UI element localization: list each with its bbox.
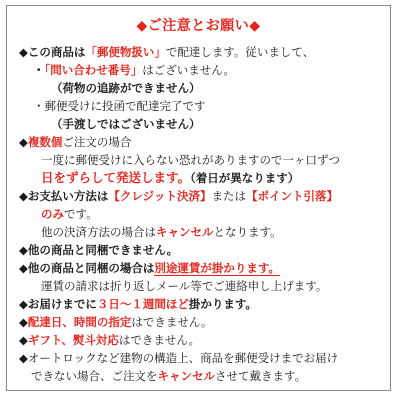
- notice-line: [33, 62, 235, 78]
- notice-text: 配達日、時間の指定: [27, 315, 132, 329]
- notice-text: キャンセル: [156, 225, 214, 239]
- notice-text: 一度に郵便受けに入らない恐れがありますので一ヶ口ずつ: [41, 153, 340, 167]
- notice-text: または: [211, 189, 247, 203]
- notice-text: ３日～１週間ほど: [96, 297, 189, 311]
- notice-text: はできません。: [131, 315, 213, 329]
- notice-text: 掛かります。: [188, 297, 257, 311]
- notice-text: ◆お届けまでに: [19, 297, 97, 311]
- notice-line: [41, 206, 98, 222]
- notice-text: となります。: [213, 225, 282, 239]
- notice-text: ◆: [19, 135, 28, 149]
- notice-text: 【ポイント引落】: [246, 189, 339, 203]
- notice-text: 日をずらして発送します。: [41, 170, 191, 185]
- notice-text: 【クレジット決済】: [108, 189, 212, 203]
- notice-frame: [6, 5, 391, 391]
- notice-line: [19, 350, 338, 366]
- notice-text: ◆この商品は: [19, 45, 86, 59]
- notice-text: はございません。: [142, 63, 235, 77]
- notice-line: [19, 332, 200, 348]
- notice-line: [19, 188, 338, 204]
- notice-text: で配達します。従いまして、: [165, 45, 315, 59]
- notice-line: [19, 260, 280, 276]
- notice-line: [19, 44, 314, 60]
- notice-line: [33, 98, 206, 114]
- notice-line: [51, 80, 201, 96]
- notice-text: のみ: [41, 207, 64, 221]
- notice-text: （荷物の追跡ができません）: [51, 81, 201, 95]
- notice-text: させて戴きます。: [215, 369, 307, 383]
- notice-text: （着日が異なります）: [190, 171, 300, 185]
- notice-text: 運賃の請求は折り返しメール等でご連絡申し上げます。: [41, 279, 328, 293]
- notice-title: ◆ご注意とお願い◆: [136, 18, 261, 34]
- notice-text: です。: [64, 207, 98, 221]
- notice-text: 別途運賃が掛かります。: [154, 261, 280, 275]
- notice-text: ギフト、熨斗対応: [27, 333, 119, 347]
- notice-line: [19, 134, 131, 150]
- notice-text: （手渡しではございません）: [51, 117, 201, 131]
- notice-text: ◆: [19, 333, 28, 347]
- notice-line: [41, 152, 340, 168]
- notice-text: 「郵便物扱い」: [85, 45, 166, 59]
- notice-text: ◆他の商品と同梱の場合は: [19, 261, 155, 275]
- notice-line: [41, 170, 299, 186]
- notice-text: ご注文の場合: [62, 135, 132, 149]
- notice-line: [19, 314, 213, 330]
- notice-text: 「問い合わせ番号」: [44, 63, 143, 77]
- notice-text: キャンセル: [157, 369, 215, 383]
- notice-text: はできません。: [118, 333, 201, 347]
- notice-line: [41, 278, 327, 294]
- notice-line: [41, 224, 282, 240]
- notice-text: ◆お支払い方法は: [19, 189, 109, 203]
- notice-text: ◆オートロックなど建物の構造上、商品を郵便受けまでお届け: [19, 351, 339, 365]
- notice-text: できない場合、ご注文を: [31, 369, 158, 383]
- notice-line: [19, 242, 178, 258]
- notice-line: [31, 368, 306, 384]
- notice-text: ・: [33, 63, 45, 77]
- notice-line: [19, 296, 257, 312]
- notice-text: 複数個: [27, 135, 63, 149]
- notice-text: ・郵便受けに投函で配達完了です: [33, 99, 206, 113]
- notice-text: ◆: [19, 315, 28, 329]
- notice-text: 他の決済方法の場合は: [41, 225, 156, 239]
- notice-text: ◆他の商品と同梱できません。: [19, 243, 179, 257]
- notice-line: [51, 116, 201, 132]
